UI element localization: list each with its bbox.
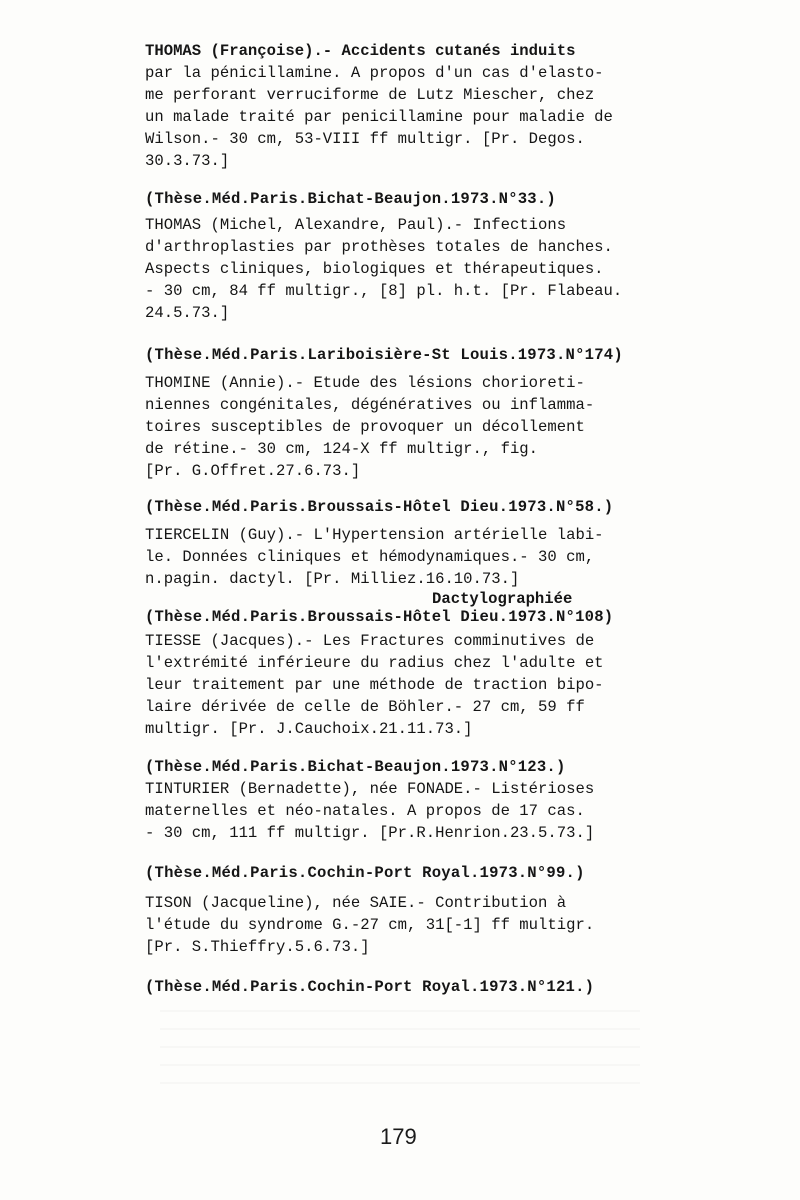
entry-3-line-3: toires susceptibles de provoquer un décollement <box>145 418 585 436</box>
entry-5-line-3: leur traitement par une méthode de traction bipo- <box>145 676 604 694</box>
entry-4-line-3: n.pagin. dactyl. [Pr. Milliez.16.10.73.] <box>145 570 520 588</box>
entry-5-thesis-reference: (Thèse.Méd.Paris.Bichat-Beaujon.1973.N°123.) <box>145 758 566 776</box>
entry-7-line-3: [Pr. S.Thieffry.5.6.73.] <box>145 938 370 956</box>
entry-6-line-2: maternelles et néo-natales. A propos de 17 cas. <box>145 802 585 820</box>
entry-6-line-3: - 30 cm, 111 ff multigr. [Pr.R.Henrion.23.5.73.] <box>145 824 595 842</box>
entry-3-line-2: niennes congénitales, dégénératives ou inflamma- <box>145 396 595 414</box>
page-number: 179 <box>380 1124 417 1149</box>
entry-5-line-2: l'extrémité inférieure du radius chez l'adulte et <box>145 654 604 672</box>
entry-6-thesis-reference: (Thèse.Méd.Paris.Cochin-Port Royal.1973.N°99.) <box>145 864 585 882</box>
entry-5-line-5: multigr. [Pr. J.Cauchoix.21.11.73.] <box>145 720 473 738</box>
entry-1-line-2: par la pénicillamine. A propos d'un cas d'elasto- <box>145 64 604 82</box>
entry-4-thesis-reference: (Thèse.Méd.Paris.Broussais-Hôtel Dieu.1973.N°108) <box>145 608 614 626</box>
entry-2-line-3: Aspects cliniques, biologiques et thérapeutiques. <box>145 260 604 278</box>
entry-4-dactylographiee-note: Dactylographiée <box>432 590 573 608</box>
entry-2-line-1: THOMAS (Michel, Alexandre, Paul).- Infections <box>145 216 567 234</box>
entry-1-thesis-reference: (Thèse.Méd.Paris.Bichat-Beaujon.1973.N°33.) <box>145 190 556 208</box>
entry-4-line-2: le. Données cliniques et hémodynamiques.- 30 cm, <box>145 548 595 566</box>
entry-2-line-4: - 30 cm, 84 ff multigr., [8] pl. h.t. [Pr. Flabeau. <box>145 282 623 300</box>
entry-3-line-4: de rétine.- 30 cm, 124-X ff multigr., fig. <box>145 440 539 458</box>
entry-1-line-1: THOMAS (Françoise).- Accidents cutanés induits <box>145 42 576 60</box>
entry-3-line-1: THOMINE (Annie).- Etude des lésions chorioreti- <box>145 374 585 392</box>
entry-5-line-4: laire dérivée de celle de Böhler.- 27 cm, 59 ff <box>145 698 585 716</box>
entry-1-line-3: me perforant verruciforme de Lutz Miescher, chez <box>145 86 595 104</box>
bleed-through-shadow <box>160 1010 640 1100</box>
entry-5-line-1: TIESSE (Jacques).- Les Fractures comminutives de <box>145 632 595 650</box>
entry-7-line-2: l'étude du syndrome G.-27 cm, 31[-1] ff multigr. <box>145 916 595 934</box>
entry-7-thesis-reference: (Thèse.Méd.Paris.Cochin-Port Royal.1973.N°121.) <box>145 978 595 996</box>
entry-1-line-6: 30.3.73.] <box>145 152 230 170</box>
entry-6-line-1: TINTURIER (Bernadette), née FONADE.- Listérioses <box>145 780 595 798</box>
entry-3-thesis-reference: (Thèse.Méd.Paris.Broussais-Hôtel Dieu.1973.N°58.) <box>145 498 614 516</box>
entry-2-thesis-reference: (Thèse.Méd.Paris.Lariboisière-St Louis.1973.N°174) <box>145 346 623 364</box>
entry-7-line-1: TISON (Jacqueline), née SAIE.- Contribution à <box>145 894 567 912</box>
entry-1-line-5: Wilson.- 30 cm, 53-VIII ff multigr. [Pr. Degos. <box>145 130 585 148</box>
entry-2-line-2: d'arthroplasties par prothèses totales de hanches. <box>145 238 613 256</box>
entry-3-line-5: [Pr. G.Offret.27.6.73.] <box>145 462 361 480</box>
entry-4-line-1: TIERCELIN (Guy).- L'Hypertension artérielle labi- <box>145 526 604 544</box>
entry-2-line-5: 24.5.73.] <box>145 304 230 322</box>
entry-1-line-4: un malade traité par penicillamine pour maladie de <box>145 108 613 126</box>
